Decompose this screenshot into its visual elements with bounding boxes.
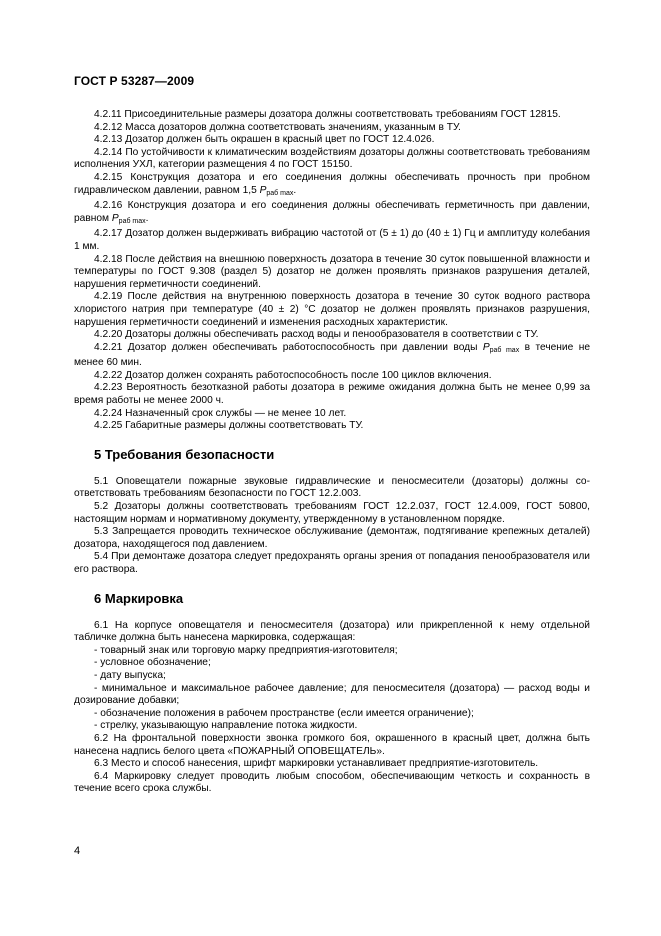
- clause-4-2-16: [74, 200, 590, 228]
- document-header: ГОСТ Р 53287—2009: [74, 74, 195, 88]
- document-body: [74, 109, 590, 796]
- marking-item: - условное обозначение;: [94, 657, 211, 669]
- pressure-symbol: P: [111, 212, 119, 224]
- clause-4-2-24: 4.2.24 Назначенный срок службы — не менее 10 лет.: [94, 407, 347, 419]
- clause-4-2-13: 4.2.13 Дозатор должен быть окрашен в красный цвет по ГОСТ 12.4.026.: [94, 134, 435, 146]
- clause-4-2-19: 4.2.19 После действия на внутреннюю поверхность дозатора в течение 30 суток водного раствора хлористого натрия при температуре (40 ± 2) °С дозатор не должен проявлять признаков разрушения, нарушения герметичности соединений и изменения расходных характеристик.: [74, 291, 590, 328]
- clause-text-end: в течение не менее 60 мин.: [74, 341, 591, 369]
- pressure-subscript: раб max: [489, 346, 520, 354]
- clause-text-end: .: [145, 212, 149, 224]
- pressure-symbol: P: [482, 341, 490, 353]
- clause-5-4: 5.4 При демонтаже дозатора следует предохранять органы зрения от попадания пенообразователя или его раствора.: [74, 551, 590, 575]
- clause-4-2-20: 4.2.20 Дозаторы должны обеспечивать расход воды и пенообразователя в соответствии с ТУ.: [94, 329, 539, 341]
- clause-4-2-18: 4.2.18 После действия на внешнюю поверхность дозатора в течение 30 суток повышенной влажности и температуры по ГОСТ 9.308 (раздел 5) дозатор не должен проявлять признаков разрушения деталей, нарушения герметичности соединений.: [74, 253, 590, 290]
- clause-6-4: 6.4 Маркировку следует проводить любым способом, обеспечивающим четкость и сохранность в течение всего срока службы.: [74, 770, 590, 795]
- clause-5-1: 5.1 Оповещатели пожарные звуковые гидравлические и пеносмесители (дозаторы) должны соответствовать требованиям безопасности по ГОСТ 12.2.003.: [74, 475, 590, 500]
- section-6-heading: 6 Маркировка: [94, 590, 184, 606]
- clause-text-end: .: [293, 184, 297, 196]
- section-5-heading: 5 Требования безопасности: [94, 446, 275, 462]
- marking-item: - дату выпуска;: [94, 669, 166, 681]
- clause-text: 4.2.16 Конструкция дозатора и его соединения должны обеспечивать герметичность при давлении, равном: [74, 200, 590, 224]
- clause-4-2-25: 4.2.25 Габаритные размеры должны соответствовать ТУ.: [94, 420, 364, 432]
- clause-text: 4.2.21 Дозатор должен обеспечивать работоспособность при давлении воды: [94, 341, 483, 353]
- clause-4-2-14: 4.2.14 По устойчивости к климатическим воздействиям дозаторы должны соответствовать требованиям исполнения УХЛ, категории размещения 4 по ГОСТ 15150.: [74, 146, 590, 171]
- marking-item: - обозначение положения в рабочем пространстве (если имеется ограничение);: [94, 707, 474, 719]
- pressure-subscript: раб max: [266, 189, 294, 197]
- marking-item: - товарный знак или торговую марку предприятия-изготовителя;: [94, 644, 398, 656]
- page-number: 4: [74, 845, 81, 857]
- clause-4-2-15: [74, 172, 590, 200]
- marking-item: - стрелку, указывающую направление потока жидкости.: [94, 720, 358, 732]
- clause-4-2-11: 4.2.11 Присоединительные размеры дозатора должны соответствовать требованиям ГОСТ 12815.: [94, 109, 561, 120]
- clause-5-3: 5.3 Запрещается проводить техническое обслуживание (демонтаж, подтягивание крепежных деталей) дозатора, находящегося под давлением.: [74, 526, 590, 550]
- clause-4-2-12: 4.2.12 Масса дозаторов должна соответствовать значениям, указанным в ТУ.: [94, 121, 461, 133]
- clause-4-2-17: 4.2.17 Дозатор должен выдерживать вибрацию частотой от (5 ± 1) до (40 ± 1) Гц и амплитуду колебания 1 мм.: [74, 228, 590, 252]
- clause-4-2-23: 4.2.23 Вероятность безотказной работы дозатора в режиме ожидания должна быть не менее 0,99 за время работы не менее 2000 ч.: [74, 382, 590, 407]
- clause-4-2-22: 4.2.22 Дозатор должен сохранять работоспособность после 100 циклов включения.: [94, 369, 492, 381]
- pressure-symbol: P: [259, 184, 267, 196]
- marking-item: - минимальное и максимальное рабочее давление; для пеносмесителя (дозатора) — расход воды и дозирование добавки;: [74, 682, 590, 707]
- clause-6-3: 6.3 Место и способ нанесения, шрифт маркировки устанавливает предприятие-изготовитель.: [94, 758, 539, 770]
- pressure-subscript: раб max: [118, 217, 146, 225]
- clause-text: 4.2.15 Конструкция дозатора и его соединения должны обеспечивать прочность при пробном гидравлическом давлении, равном 1,5: [74, 171, 590, 196]
- clause-6-1: 6.1 На корпусе оповещателя и пеносмесителя (дозатора) или прикрепленной к нему отдельной табличке должна быть нанесена маркировка, содержащая:: [74, 619, 590, 644]
- clause-4-2-21: [74, 342, 590, 370]
- clause-6-2: 6.2 На фронтальной поверхности звонка громкого боя, окрашенного в красный цвет, должна быть нанесена надпись белого цвета «ПОЖАРНЫЙ ОПОВЕЩАТЕЛЬ».: [74, 732, 590, 757]
- clause-5-2: 5.2 Дозаторы должны соответствовать требованиям ГОСТ 12.2.037, ГОСТ 12.4.009, ГОСТ 50800, настоящим нормам и нормативному документу, утвержденному в установленном порядке.: [74, 501, 590, 525]
